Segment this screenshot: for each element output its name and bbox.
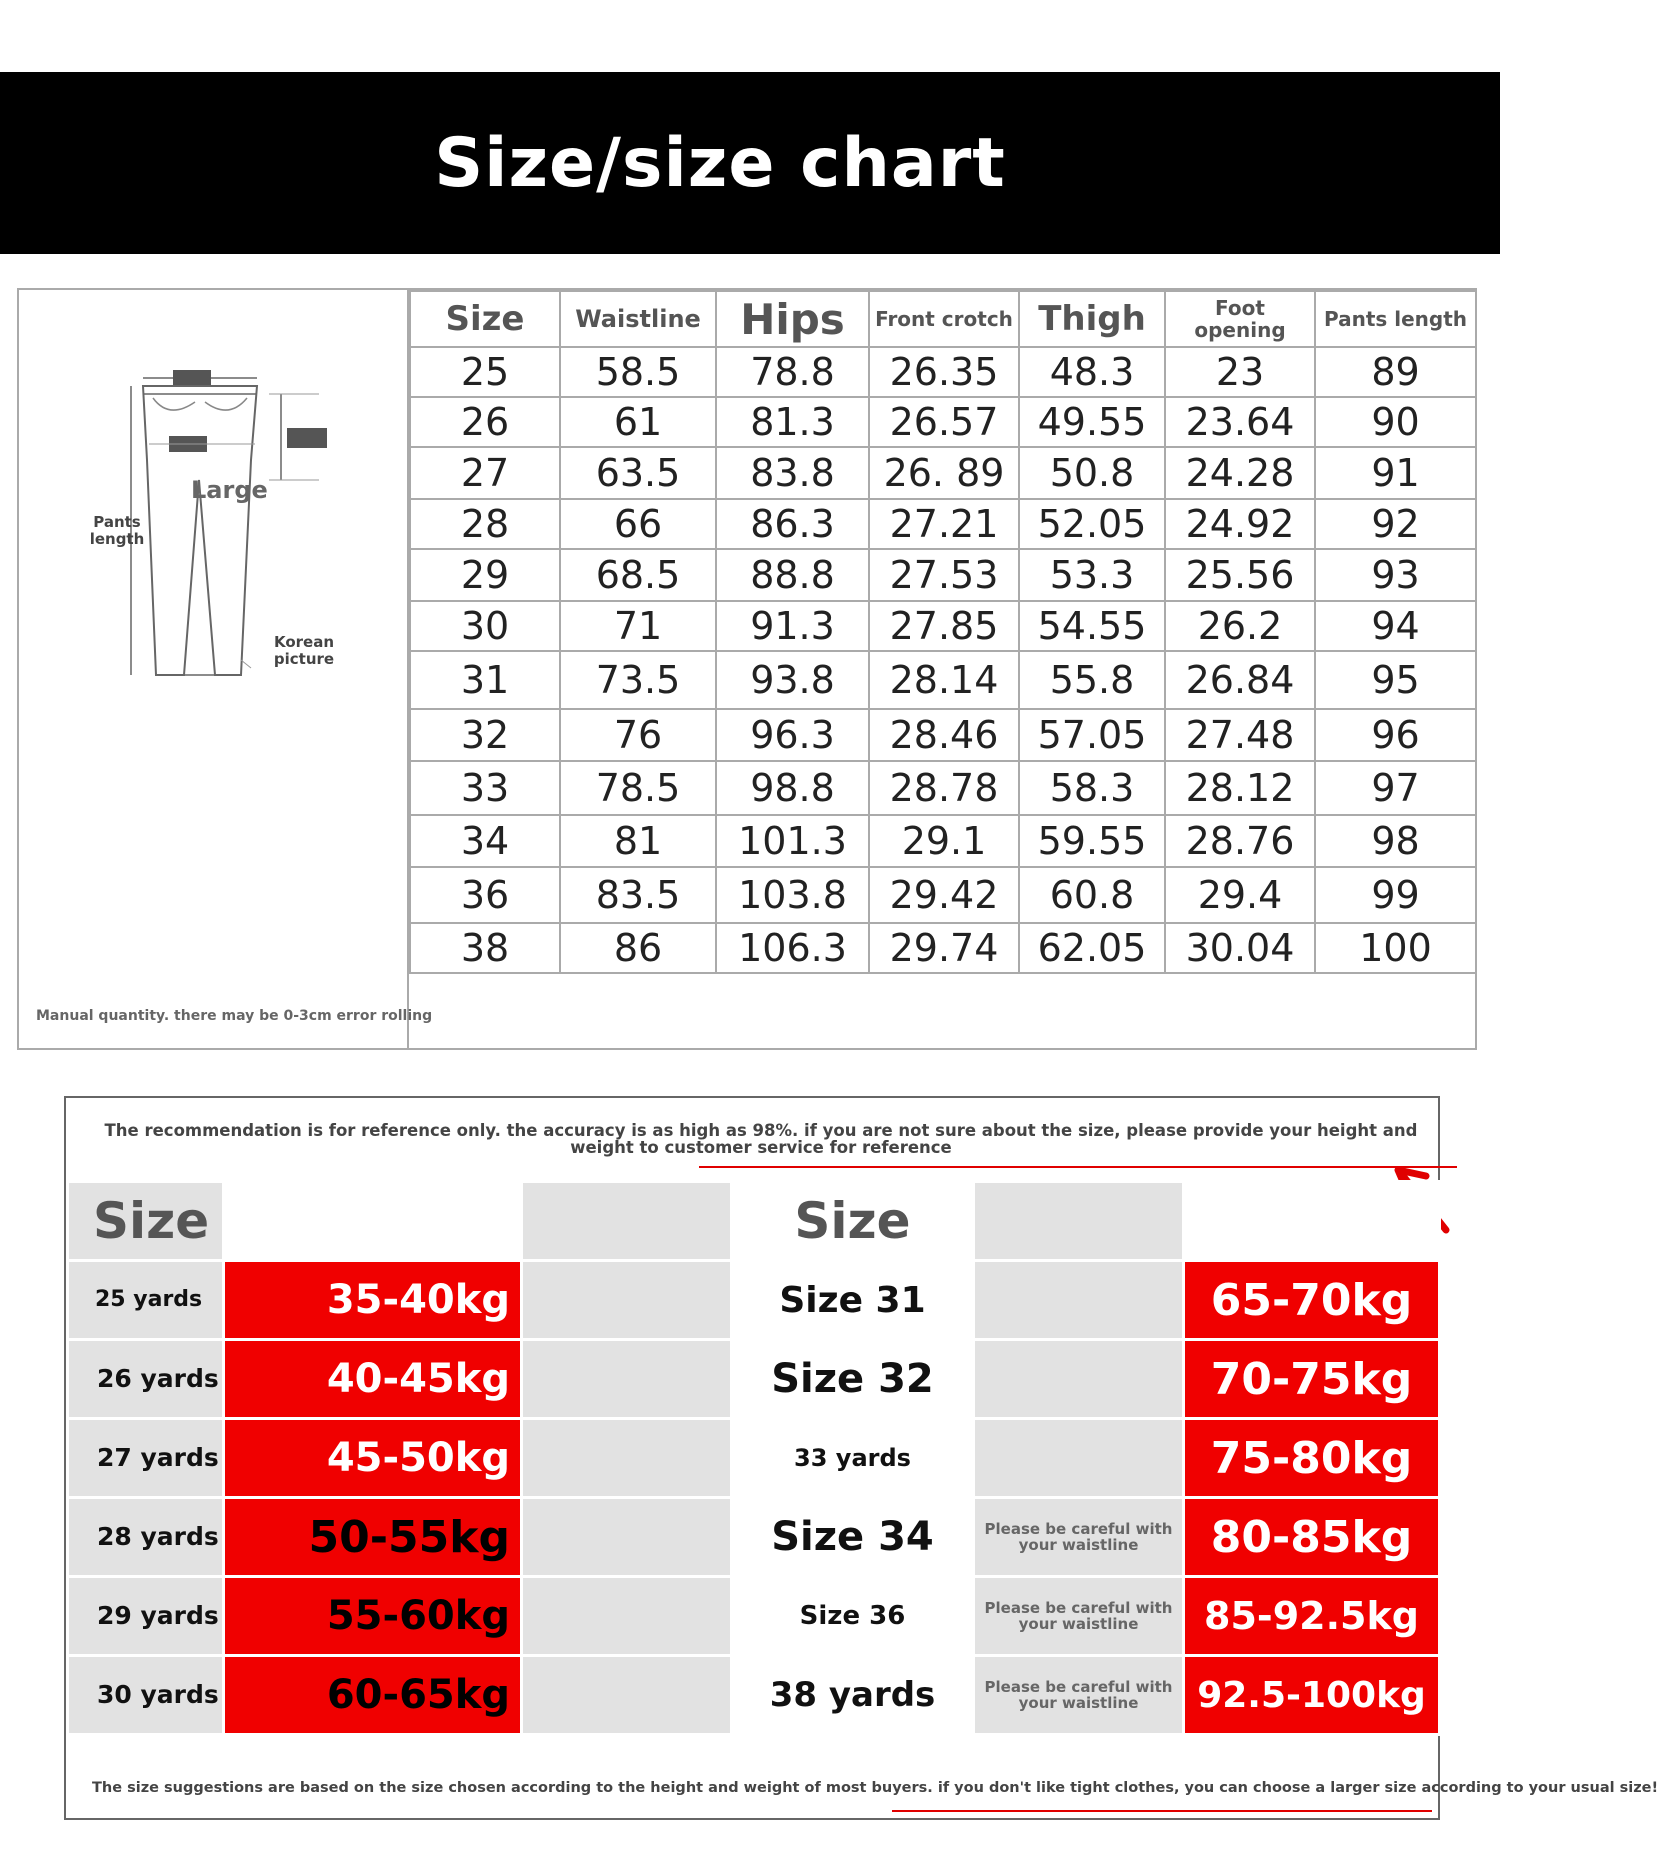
table-cell: 100 — [1315, 923, 1476, 973]
table-cell: 28 — [410, 499, 560, 549]
table-cell: 62.05 — [1019, 923, 1165, 973]
table-cell: 24.28 — [1165, 447, 1315, 499]
table-row — [68, 1577, 1440, 1656]
header-size: Size — [410, 291, 560, 347]
table-cell: 96.3 — [716, 709, 869, 761]
waistline-care-note — [974, 1419, 1184, 1498]
table-row — [68, 1656, 1440, 1735]
table-cell: 83.8 — [716, 447, 869, 499]
table-cell: 28.14 — [869, 651, 1019, 709]
table-cell: 29.4 — [1165, 867, 1315, 923]
header-foot-opening: Foot opening — [1165, 291, 1315, 347]
weight-range-left: 40-45kg — [224, 1340, 522, 1419]
table-row — [410, 447, 1476, 499]
table-cell: 31 — [410, 651, 560, 709]
table-cell: 26.2 — [1165, 601, 1315, 651]
table-cell: 81 — [560, 815, 716, 867]
size-label-left: 26 yards — [68, 1340, 224, 1419]
header-thigh: Thigh — [1019, 291, 1165, 347]
table-cell: 28.78 — [869, 761, 1019, 815]
table-cell: 53.3 — [1019, 549, 1165, 601]
table-cell: 30 — [410, 601, 560, 651]
page-title: Size/size chart — [434, 123, 1006, 203]
waistline-care-note — [974, 1261, 1184, 1340]
table-cell: 93.8 — [716, 651, 869, 709]
empty-cell — [522, 1340, 732, 1419]
weight-range-right: 85-92.5kg — [1184, 1577, 1440, 1656]
table-cell: 54.55 — [1019, 601, 1165, 651]
table-cell: 29.1 — [869, 815, 1019, 867]
table-cell: 52.05 — [1019, 499, 1165, 549]
title-banner — [0, 72, 1500, 254]
size-label-right: 38 yards — [732, 1656, 974, 1735]
empty-cell — [522, 1261, 732, 1340]
table-cell: 48.3 — [1019, 347, 1165, 397]
table-cell: 26 — [410, 397, 560, 447]
large-label: Large — [191, 476, 268, 504]
table-cell: 26.84 — [1165, 651, 1315, 709]
table-row — [410, 761, 1476, 815]
table-cell: 25 — [410, 347, 560, 397]
empty-cell — [224, 1182, 522, 1261]
table-cell: 28.76 — [1165, 815, 1315, 867]
table-cell: 63.5 — [560, 447, 716, 499]
table-cell: 99 — [1315, 867, 1476, 923]
size-label-left: 27 yards — [68, 1419, 224, 1498]
underline-bottom — [892, 1810, 1432, 1812]
table-cell: 92 — [1315, 499, 1476, 549]
weight-recommendation-table — [66, 1180, 1441, 1736]
table-cell: 103.8 — [716, 867, 869, 923]
table-cell: 49.55 — [1019, 397, 1165, 447]
weight-range-right: 80-85kg — [1184, 1498, 1440, 1577]
table-cell: 76 — [560, 709, 716, 761]
table-cell: 61 — [560, 397, 716, 447]
table-cell: 33 — [410, 761, 560, 815]
table-cell: 29.74 — [869, 923, 1019, 973]
weight-range-left: 60-65kg — [224, 1656, 522, 1735]
table-cell: 27.85 — [869, 601, 1019, 651]
waistline-care-note: Please be careful with your waistline — [974, 1577, 1184, 1656]
weight-range-right: 65-70kg — [1184, 1261, 1440, 1340]
table-cell: 98 — [1315, 815, 1476, 867]
table-row — [410, 347, 1476, 397]
table-cell: 50.8 — [1019, 447, 1165, 499]
empty-cell — [522, 1419, 732, 1498]
table-row — [410, 709, 1476, 761]
waistline-care-note — [974, 1340, 1184, 1419]
table-cell: 30.04 — [1165, 923, 1315, 973]
weight-range-left: 50-55kg — [224, 1498, 522, 1577]
table-cell: 34 — [410, 815, 560, 867]
weight-range-right: 70-75kg — [1184, 1340, 1440, 1419]
header-front-crotch: Front crotch — [869, 291, 1019, 347]
table-cell: 32 — [410, 709, 560, 761]
size-table-header — [410, 291, 1476, 347]
table-cell: 83.5 — [560, 867, 716, 923]
table-cell: 106.3 — [716, 923, 869, 973]
header-hips: Hips — [716, 291, 869, 347]
table-row — [410, 397, 1476, 447]
table-cell: 55.8 — [1019, 651, 1165, 709]
size-table-block — [17, 288, 1477, 1050]
table-cell: 93 — [1315, 549, 1476, 601]
table-cell: 38 — [410, 923, 560, 973]
empty-cell — [522, 1498, 732, 1577]
table-cell: 96 — [1315, 709, 1476, 761]
table-cell: 78.5 — [560, 761, 716, 815]
table-cell: 28.12 — [1165, 761, 1315, 815]
table-row — [410, 651, 1476, 709]
table-cell: 58.5 — [560, 347, 716, 397]
table-cell: 23 — [1165, 347, 1315, 397]
table-cell: 89 — [1315, 347, 1476, 397]
table-cell: 71 — [560, 601, 716, 651]
empty-cell — [522, 1577, 732, 1656]
waistline-care-note: Please be careful with your waistline — [974, 1498, 1184, 1577]
pants-illustration — [19, 290, 433, 1048]
table-cell: 68.5 — [560, 549, 716, 601]
table-cell: 57.05 — [1019, 709, 1165, 761]
size-label-left: 28 yards — [68, 1498, 224, 1577]
table-cell: 86 — [560, 923, 716, 973]
empty-cell — [522, 1182, 732, 1261]
header-size-right: Size — [732, 1182, 974, 1261]
size-label-right: Size 32 — [732, 1340, 974, 1419]
table-cell: 86.3 — [716, 499, 869, 549]
table-cell: 29.42 — [869, 867, 1019, 923]
size-label-right: 33 yards — [732, 1419, 974, 1498]
table-cell: 23.64 — [1165, 397, 1315, 447]
size-label-left: 29 yards — [68, 1577, 224, 1656]
table-cell: 26.57 — [869, 397, 1019, 447]
table-cell: 94 — [1315, 601, 1476, 651]
table-cell: 27.21 — [869, 499, 1019, 549]
table-row — [410, 815, 1476, 867]
table-cell: 28.46 — [869, 709, 1019, 761]
table-cell: 73.5 — [560, 651, 716, 709]
recommendation-block — [64, 1096, 1658, 1820]
manual-quantity-note: Manual quantity. there may be 0-3cm error rolling — [36, 1008, 433, 1024]
empty-cell — [522, 1656, 732, 1735]
table-row — [68, 1261, 1440, 1340]
table-row — [68, 1498, 1440, 1577]
reference-note: The recommendation is for reference only. the accuracy is as high as 98%. if you are not sure about the size, please provide your height and weight to customer service for reference — [104, 1121, 1418, 1157]
table-cell: 29 — [410, 549, 560, 601]
weight-range-left: 55-60kg — [224, 1577, 522, 1656]
recommendation-header — [68, 1182, 1440, 1261]
table-cell: 66 — [560, 499, 716, 549]
weight-range-left: 35-40kg — [224, 1261, 522, 1340]
table-cell: 27.48 — [1165, 709, 1315, 761]
table-cell: 26. 89 — [869, 447, 1019, 499]
size-label-right: Size 31 — [732, 1261, 974, 1340]
table-row — [410, 499, 1476, 549]
size-label-left: 25 yards — [68, 1261, 224, 1340]
table-row — [410, 867, 1476, 923]
table-cell: 91.3 — [716, 601, 869, 651]
empty-cell — [974, 1182, 1184, 1261]
empty-cell — [1184, 1182, 1440, 1261]
table-cell: 81.3 — [716, 397, 869, 447]
table-cell: 90 — [1315, 397, 1476, 447]
size-label-right: Size 36 — [732, 1577, 974, 1656]
korean-picture-label: Korean picture — [273, 633, 335, 668]
table-cell: 95 — [1315, 651, 1476, 709]
table-cell: 26.35 — [869, 347, 1019, 397]
pants-length-label: Pants length — [89, 513, 145, 548]
table-cell: 78.8 — [716, 347, 869, 397]
header-pants-length: Pants length — [1315, 291, 1476, 347]
table-row — [68, 1340, 1440, 1419]
size-label-right: Size 34 — [732, 1498, 974, 1577]
table-row — [410, 923, 1476, 973]
table-cell: 25.56 — [1165, 549, 1315, 601]
table-cell: 88.8 — [716, 549, 869, 601]
table-row — [68, 1419, 1440, 1498]
header-waistline: Waistline — [560, 291, 716, 347]
table-cell: 27.53 — [869, 549, 1019, 601]
table-row — [410, 601, 1476, 651]
table-cell: 27 — [410, 447, 560, 499]
table-cell: 91 — [1315, 447, 1476, 499]
table-row — [410, 549, 1476, 601]
table-cell: 59.55 — [1019, 815, 1165, 867]
table-cell: 58.3 — [1019, 761, 1165, 815]
header-size-left: Size — [68, 1182, 224, 1261]
weight-range-right: 92.5-100kg — [1184, 1656, 1440, 1735]
table-cell: 24.92 — [1165, 499, 1315, 549]
table-cell: 101.3 — [716, 815, 869, 867]
weight-range-left: 45-50kg — [224, 1419, 522, 1498]
table-cell: 98.8 — [716, 761, 869, 815]
table-cell: 97 — [1315, 761, 1476, 815]
size-label-left: 30 yards — [68, 1656, 224, 1735]
table-cell: 60.8 — [1019, 867, 1165, 923]
waistline-care-note: Please be careful with your waistline — [974, 1656, 1184, 1735]
underline-top — [699, 1166, 1457, 1168]
size-table — [409, 290, 1477, 974]
weight-range-right: 75-80kg — [1184, 1419, 1440, 1498]
table-cell: 36 — [410, 867, 560, 923]
size-suggestion-note: The size suggestions are based on the size chosen according to the height and weight of most buyers. if you don't like tight clothes, you can choose a larger size according to your usual size! — [92, 1780, 1658, 1796]
